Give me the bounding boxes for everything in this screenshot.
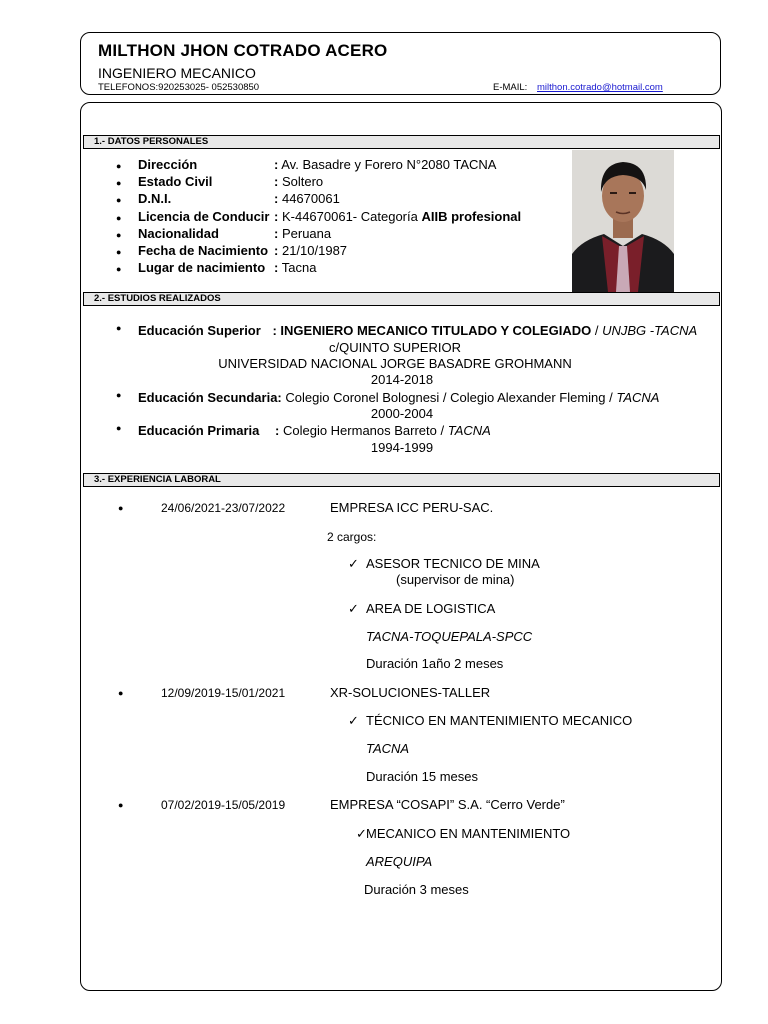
job-location: AREQUIPA <box>366 854 433 869</box>
check-icon: ✓ <box>356 826 367 841</box>
bullet-icon: ● <box>116 195 122 205</box>
field-value: : 44670061 <box>274 191 340 206</box>
profile-photo <box>572 150 674 292</box>
field-value: : Peruana <box>274 226 332 241</box>
edu-label: Educación Superior <box>138 323 261 338</box>
job-company: EMPRESA ICC PERU-SAC. <box>330 500 494 515</box>
bullet-icon: ● <box>116 230 122 240</box>
bullet-icon: ● <box>118 503 124 513</box>
job-company: EMPRESA “COSAPI” S.A. “Cerro Verde” <box>330 797 565 812</box>
job-location: TACNA-TOQUEPALA-SPCC <box>366 629 533 644</box>
candidate-name: MILTHON JHON COTRADO ACERO <box>98 41 388 60</box>
section-studies-header: 2.- ESTUDIOS REALIZADOS <box>83 292 720 306</box>
email-link[interactable]: milthon.cotrado@hotmail.com <box>537 82 663 93</box>
check-icon: ✓ <box>348 713 359 728</box>
job-role: AREA DE LOGISTICA <box>366 601 496 616</box>
job-duration: Duración 3 meses <box>364 882 469 897</box>
field-label: Nacionalidad <box>138 226 219 241</box>
section-personal-header: 1.- DATOS PERSONALES <box>83 135 720 149</box>
email-label: E-MAIL: <box>493 82 528 93</box>
list-item <box>116 157 121 172</box>
job-role: ASESOR TECNICO DE MINA <box>366 556 540 571</box>
job-role: MECANICO EN MANTENIMIENTO <box>366 826 571 841</box>
bullet-icon: ● <box>116 390 122 400</box>
edu-label: Educación Primaria <box>138 423 260 438</box>
field-label: Licencia de Conducir <box>138 209 270 224</box>
education-primaria: Educación Primaria : Colegio Hermanos Barreto / TACNA <box>138 423 491 438</box>
job-role: TÉCNICO EN MANTENIMIENTO MECANICO <box>366 713 633 728</box>
bullet-icon: ● <box>116 247 122 257</box>
edu-place: UNJBG -TACNA <box>602 323 698 338</box>
job-dates: 07/02/2019-15/05/2019 <box>161 798 286 812</box>
bullet-icon: ● <box>116 264 122 274</box>
field-value: : K-44670061- Categoría AIIB profesional <box>274 209 522 224</box>
edu-years: 1994-1999 <box>370 440 434 455</box>
field-label: Dirección <box>138 157 198 172</box>
bullet-icon: ● <box>118 688 124 698</box>
list-item <box>116 226 121 241</box>
edu-years: 2000-2004 <box>370 406 434 421</box>
section-experience-header: 3.- EXPERIENCIA LABORAL <box>83 473 720 487</box>
bullet-icon: ● <box>116 323 122 333</box>
job-dates: 24/06/2021-23/07/2022 <box>161 501 286 515</box>
field-value: : Av. Basadre y Forero N°2080 TACNA <box>274 157 497 172</box>
field-label: Lugar de nacimiento <box>138 260 266 275</box>
bullet-icon: ● <box>116 423 122 433</box>
field-value: : Soltero <box>274 174 324 189</box>
edu-honor: c/QUINTO SUPERIOR <box>329 340 461 355</box>
job-duration: Duración 15 meses <box>366 769 478 784</box>
job-duration: Duración 1año 2 meses <box>366 656 504 671</box>
field-value: : Tacna <box>274 260 317 275</box>
bullet-icon: ● <box>116 213 122 223</box>
job-company: XR-SOLUCIONES-TALLER <box>330 685 491 700</box>
profession: INGENIERO MECANICO <box>98 65 256 81</box>
list-item <box>116 191 121 206</box>
edu-label: Educación Secundaria: <box>138 390 282 405</box>
job-cargos: 2 cargos: <box>327 530 377 544</box>
job-location: TACNA <box>366 741 410 756</box>
list-item <box>116 243 121 258</box>
bullet-icon: ● <box>116 161 122 171</box>
education-superior: Educación Superior : INGENIERO MECANICO TITULADO Y COLEGIADO / UNJBG -TACNA <box>138 323 698 338</box>
job-dates: 12/09/2019-15/01/2021 <box>161 686 286 700</box>
phone-numbers: TELEFONOS:920253025- 052530850 <box>98 82 260 93</box>
education-secundaria: Educación Secundaria: Colegio Coronel Bolognesi / Colegio Alexander Fleming / TACNA <box>138 390 660 405</box>
edu-years: 2014-2018 <box>370 372 434 387</box>
list-item <box>116 174 121 189</box>
check-icon: ✓ <box>348 556 359 571</box>
job-role-sub: (supervisor de mina) <box>396 572 515 587</box>
field-label: Estado Civil <box>138 174 213 189</box>
list-item <box>116 260 121 275</box>
field-label: D.N.I. <box>138 191 172 206</box>
edu-title: INGENIERO MECANICO TITULADO Y COLEGIADO <box>280 323 592 338</box>
edu-university: UNIVERSIDAD NACIONAL JORGE BASADRE GROHMANN <box>218 356 572 371</box>
bullet-icon: ● <box>118 800 124 810</box>
check-icon: ✓ <box>348 601 359 616</box>
field-label: Fecha de Nacimiento <box>138 243 269 258</box>
list-item <box>116 209 121 224</box>
bullet-icon: ● <box>116 178 122 188</box>
field-value: : 21/10/1987 <box>274 243 348 258</box>
